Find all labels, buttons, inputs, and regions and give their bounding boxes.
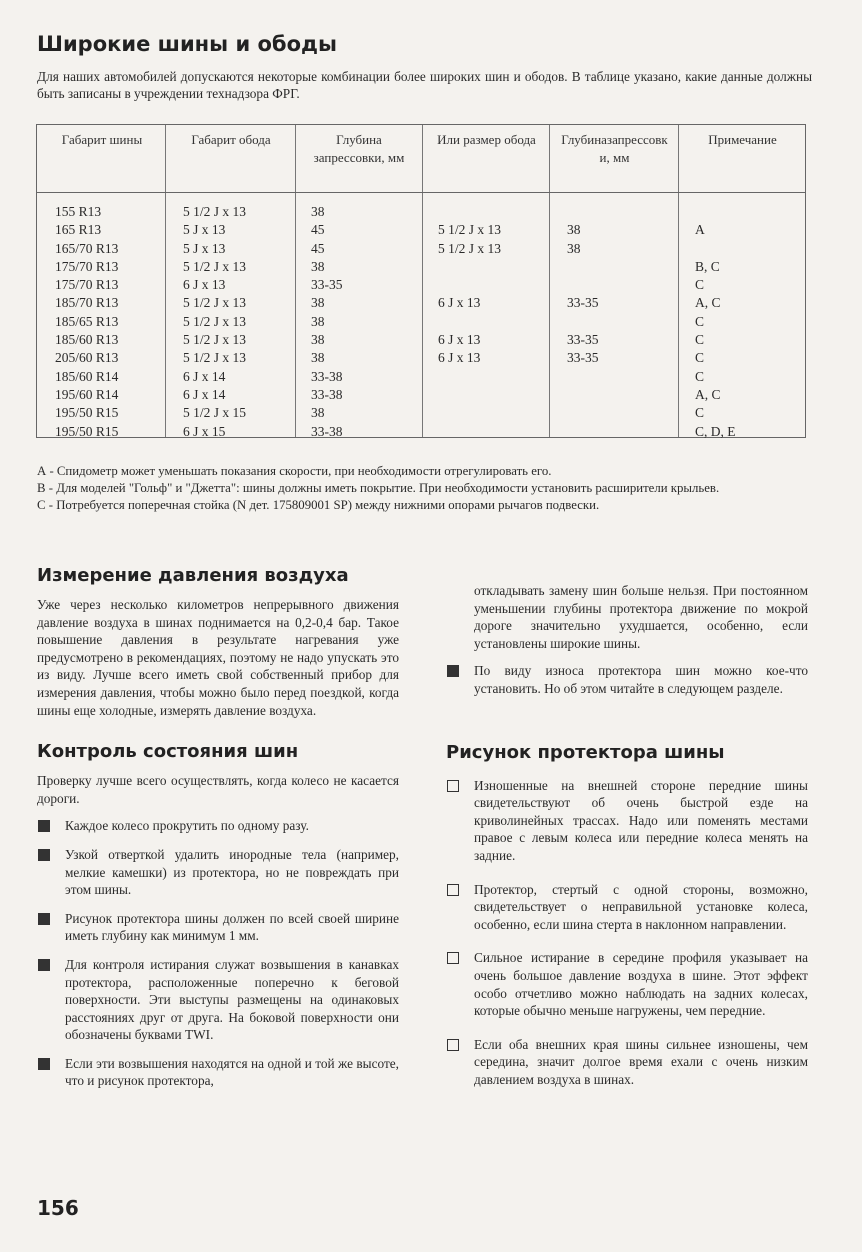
list-item — [37, 846, 399, 899]
table-cell — [695, 240, 736, 258]
table-cell: 33-38 — [311, 423, 343, 439]
filled-square-bullet-icon — [38, 959, 50, 971]
list-item-text: Если оба внешних края шины сильнее изношены, чем середина, значит долгое время ехали с очень низким давлением воздуха в шинах. — [474, 1036, 808, 1087]
right-column — [446, 582, 808, 1099]
table-cell: B, C — [695, 258, 720, 274]
table-header-tire: Габарит шины — [61, 132, 143, 147]
table-cell: 5 1/2 J x 13 — [183, 313, 247, 329]
list-item-text: Узкой отверткой удалить инородные тела (например, мелкие камешки) из протектора, но не повреждать при этом шины. — [65, 846, 399, 898]
left-column — [37, 565, 399, 1101]
table-cell: 6 J x 15 — [183, 423, 226, 439]
table-cell — [438, 276, 501, 294]
pressure-text: Уже через несколько километров непрерывного движения давление воздуха в шинах поднимается на 0,2-0,4 бар. Такое повышение давления в результате нагревания уже предусмотрено в рекомендациях, поэтому не надо упускать это из виду. Лучше всего иметь свой собственный прибор для измерения давления, чтобы можно было перед поездкой, когда шины еще холодные, измерять давление воздуха. — [37, 597, 399, 718]
table-cell: C — [695, 350, 705, 366]
table-cell: 38 — [567, 240, 581, 256]
table-cell: 38 — [311, 295, 325, 311]
table-header-alt-rim: Или размер обода — [437, 132, 536, 147]
list-item-text: По виду износа протектора шин можно кое-что установить. Но об этом читайте в следующем разделе. — [474, 663, 808, 696]
list-item-text: Если эти возвышения находятся на одной и той же высоте, что и рисунок протектора, — [65, 1055, 399, 1089]
table-cell — [567, 404, 599, 422]
table-cell — [567, 423, 599, 441]
table-cell: 38 — [311, 332, 325, 348]
list-item — [37, 956, 399, 1044]
table-cell — [438, 386, 501, 404]
list-item — [37, 817, 399, 835]
table-cell — [438, 423, 501, 441]
section-title-wide-tires: Широкие шины и ободы — [37, 32, 337, 56]
table-cell: 5 1/2 J x 13 — [183, 295, 247, 311]
table-header-alt-depth: Глубиназапрессовки, мм — [561, 132, 668, 165]
table-cell: 5 1/2 J x 13 — [438, 222, 502, 238]
list-item — [446, 1036, 808, 1089]
table-cell — [695, 203, 736, 221]
list-item — [446, 662, 808, 697]
filled-square-bullet-icon — [38, 820, 50, 832]
table-cell: 5 J x 13 — [183, 240, 226, 256]
table-cell: 33-35 — [311, 277, 343, 293]
table-divider — [422, 125, 423, 437]
list-item-text: Рисунок протектора шины должен по всей своей ширине иметь глубину как минимум 1 мм. — [65, 910, 399, 944]
table-cell: 33-38 — [311, 386, 343, 402]
table-cell: 38 — [311, 405, 325, 421]
list-item-text: Для контроля истирания служат возвышения в канавках протектора, расположенные поперечно к беговой поверхности. Эти выступы размещены на одинаковых расстояниях друг от друга. На боковой поверхности они обозначены буквами TWI. — [65, 956, 399, 1043]
page-number: 156 — [37, 1196, 79, 1220]
table-cell: 205/60 R13 — [55, 350, 119, 366]
table-cell: 45 — [311, 222, 325, 238]
column-alt-rim — [438, 203, 501, 441]
section-title-tread: Рисунок протектора шины — [446, 741, 725, 763]
table-cell: 195/50 R15 — [55, 423, 119, 439]
table-cell: 6 J x 13 — [438, 350, 481, 366]
table-cell — [567, 386, 599, 404]
table-cell: 185/70 R13 — [55, 295, 119, 311]
footnote-a: А - Спидометр может уменьшать показания скорости, при необходимости отрегулировать его. — [37, 464, 552, 478]
table-cell — [438, 258, 501, 276]
table-cell: 185/60 R14 — [55, 368, 119, 384]
column-rim-size — [183, 203, 246, 441]
list-item — [446, 777, 808, 865]
table-cell: 5 1/2 J x 13 — [183, 204, 247, 219]
table-cell: 38 — [311, 258, 325, 274]
table-cell: C — [695, 277, 705, 293]
table-cell: 195/60 R14 — [55, 386, 119, 402]
table-cell: A, C — [695, 386, 721, 402]
table-cell: 175/70 R13 — [55, 277, 119, 293]
table-cell: 6 J x 13 — [183, 277, 226, 293]
section-title-condition: Контроль состояния шин — [37, 741, 299, 763]
table-cell: 38 — [567, 222, 581, 238]
table-cell: C — [695, 332, 705, 348]
list-item-text: Протектор, стертый с одной стороны, возможно, свидетельствует о неправильной установке колеса, особенно, если шина стерта в наклонном направлении. — [474, 881, 808, 932]
filled-square-bullet-icon — [447, 665, 459, 677]
table-cell — [438, 313, 501, 331]
footnote-c: С - Потребуется поперечная стойка (N дет. 175809001 SP) между нижними опорами рычагов подвески. — [37, 498, 600, 512]
table-cell: 45 — [311, 240, 325, 256]
table-cell — [567, 258, 599, 276]
list-item-text: Изношенные на внешней стороне передние шины свидетельствуют об очень быстрой езде на криволинейных трассах. Надо или поменять местами правое с левым колеса или передние колеса менять на задние. — [474, 777, 808, 863]
table-cell: A, C — [695, 295, 721, 311]
empty-checkbox-icon — [447, 884, 459, 896]
table-cell: 33-38 — [311, 368, 343, 384]
table-footnotes — [37, 463, 812, 514]
table-cell: 5 1/2 J x 13 — [183, 332, 247, 348]
table-cell: 38 — [311, 350, 325, 366]
table-cell: 155 R13 — [55, 204, 102, 219]
table-cell — [567, 276, 599, 294]
column-note — [695, 203, 736, 441]
table-divider — [165, 125, 166, 437]
table-cell: C, D, E — [695, 423, 736, 439]
table-cell — [438, 404, 501, 422]
condition-intro: Проверку лучше всего осуществлять, когда колесо не касается дороги. — [37, 773, 399, 806]
filled-square-bullet-icon — [38, 849, 50, 861]
table-cell: 5 1/2 J x 15 — [183, 405, 247, 421]
table-divider — [678, 125, 679, 437]
table-cell: 165/70 R13 — [55, 240, 119, 256]
table-cell: 6 J x 14 — [183, 368, 226, 384]
table-header-rim: Габарит обода — [191, 132, 271, 147]
section-title-pressure: Измерение давления воздуха — [37, 565, 349, 586]
wide-tires-intro: Для наших автомобилей допускаются некоторые комбинации более широких шин и ободов. В таблице указано, какие данные должны быть записаны в учреждении технадзора ФРГ. — [37, 69, 812, 101]
table-cell — [438, 368, 501, 386]
table-cell: 5 1/2 J x 13 — [438, 240, 502, 256]
table-cell: 165 R13 — [55, 222, 102, 238]
table-cell: 33-35 — [567, 295, 599, 311]
table-cell — [567, 313, 599, 331]
condition-continuation: откладывать замену шин больше нельзя. При постоянном уменьшении глубины протектора движение по мокрой дороге значительно ухудшается, особенно, если установлены широкие шины. — [474, 583, 808, 651]
table-cell: 175/70 R13 — [55, 258, 119, 274]
table-cell: 5 J x 13 — [183, 222, 226, 238]
table-cell: 5 1/2 J x 13 — [183, 258, 247, 274]
table-header-note: Примечание — [708, 132, 777, 147]
table-cell: 185/65 R13 — [55, 313, 119, 329]
table-cell: 195/50 R15 — [55, 405, 119, 421]
empty-checkbox-icon — [447, 1039, 459, 1051]
table-divider — [295, 125, 296, 437]
table-cell: C — [695, 313, 705, 329]
table-cell: 6 J x 13 — [438, 332, 481, 348]
list-item-text: Сильное истирание в середине профиля указывает на очень большое давление воздуха в шине. Этот эффект особо отчетливо можно наблюдать на задних колесах, которые обычно меньше нагружены, чем передние. — [474, 950, 808, 1019]
table-cell: 38 — [311, 313, 325, 329]
empty-checkbox-icon — [447, 952, 459, 964]
column-alt-depth — [567, 203, 599, 441]
table-cell: 38 — [311, 204, 325, 219]
table-cell — [567, 368, 599, 386]
list-item — [37, 1055, 399, 1090]
list-item — [446, 949, 808, 1019]
tire-rim-table — [36, 124, 806, 438]
table-cell: 6 J x 14 — [183, 386, 226, 402]
empty-checkbox-icon — [447, 780, 459, 792]
table-header-depth: Глубина запрессовки, мм — [313, 132, 405, 165]
list-item — [446, 881, 808, 934]
table-header-divider — [37, 192, 805, 193]
table-cell: 33-35 — [567, 332, 599, 348]
table-cell — [438, 203, 501, 221]
table-cell: 6 J x 13 — [438, 295, 481, 311]
table-cell — [567, 203, 599, 221]
footnote-b: В - Для моделей "Гольф" и "Джетта": шины должны иметь покрытие. При необходимости установить расширители крыльев. — [37, 481, 720, 495]
table-divider — [549, 125, 550, 437]
table-cell: 185/60 R13 — [55, 332, 119, 348]
table-cell: C — [695, 405, 705, 421]
filled-square-bullet-icon — [38, 913, 50, 925]
table-cell: A — [695, 222, 705, 238]
filled-square-bullet-icon — [38, 1058, 50, 1070]
list-item — [37, 910, 399, 945]
table-cell: 33-35 — [567, 350, 599, 366]
table-cell: 5 1/2 J x 13 — [183, 350, 247, 366]
list-item-text: Каждое колесо прокрутить по одному разу. — [65, 818, 309, 834]
column-tire-size — [55, 203, 118, 441]
table-cell: C — [695, 368, 705, 384]
column-depth — [311, 203, 343, 441]
